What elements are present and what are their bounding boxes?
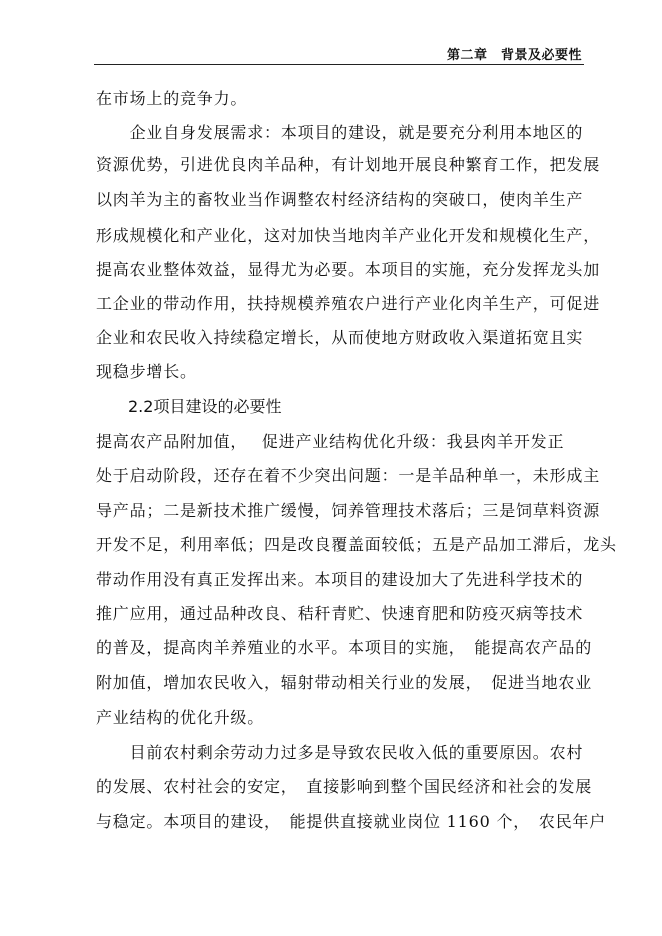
text-line: 形成规模化和产业化，这对加快当地肉羊产业化开发和规模化生产， bbox=[96, 226, 601, 245]
text-line: 推广应用，通过品种改良、秸秆青贮、快速育肥和防疫灭病等技术 bbox=[96, 604, 584, 623]
text-line: 在市场上的竞争力。 bbox=[96, 89, 248, 108]
text-line: 工企业的带动作用，扶持规模养殖农户进行产业化肉羊生产，可促进 bbox=[96, 294, 601, 313]
text-line: 带动作用没有真正发挥出来。本项目的建设加大了先进科学技术的 bbox=[96, 570, 584, 589]
text-line: 产业结构的优化升级。 bbox=[96, 708, 265, 727]
text-line: 的发展、农村社会的安定， 直接影响到整个国民经济和社会的发展 bbox=[96, 777, 593, 796]
header-divider bbox=[94, 64, 584, 65]
text-line: 开发不足，利用率低；四是改良覆盖面较低；五是产品加工滞后，龙头 bbox=[96, 535, 617, 554]
text-line: 企业自身发展需求：本项目的建设，就是要充分利用本地区的 bbox=[96, 123, 584, 142]
chapter-title: 第二章 背景及必要性 bbox=[446, 48, 582, 63]
section-heading: 2.2项目建设的必要性 bbox=[128, 397, 282, 416]
text-line: 目前农村剩余劳动力过多是导致农民收入低的重要原因。农村 bbox=[96, 743, 584, 762]
text-line: 资源优势，引进优良肉羊品种，有计划地开展良种繁育工作，把发展 bbox=[96, 155, 601, 174]
text-line: 现稳步增长。 bbox=[96, 362, 197, 381]
text-line: 附加值，增加农民收入，辐射带动相关行业的发展， 促进当地农业 bbox=[96, 673, 593, 692]
text-line: 以肉羊为主的畜牧业当作调整农村经济结构的突破口，使肉羊生产 bbox=[96, 190, 584, 209]
text-line: 企业和农民收入持续稳定增长，从而使地方财政收入渠道拓宽且实 bbox=[96, 328, 584, 347]
text-line: 提高农业整体效益，显得尤为必要。本项目的实施，充分发挥龙头加 bbox=[96, 260, 601, 279]
text-line: 处于启动阶段，还存在着不少突出问题：一是羊品种单一，未形成主 bbox=[96, 466, 601, 485]
text-line: 提高农产品附加值， 促进产业结构优化升级：我县肉羊开发正 bbox=[96, 432, 565, 451]
text-line: 与稳定。本项目的建设， 能提供直接就业岗位 1160 个， 农民年户 bbox=[96, 812, 607, 831]
text-line: 导产品；二是新技术推广缓慢，饲养管理技术落后；三是饲草料资源 bbox=[96, 501, 601, 520]
text-line: 的普及，提高肉羊养殖业的水平。本项目的实施， 能提高农产品的 bbox=[96, 638, 593, 657]
